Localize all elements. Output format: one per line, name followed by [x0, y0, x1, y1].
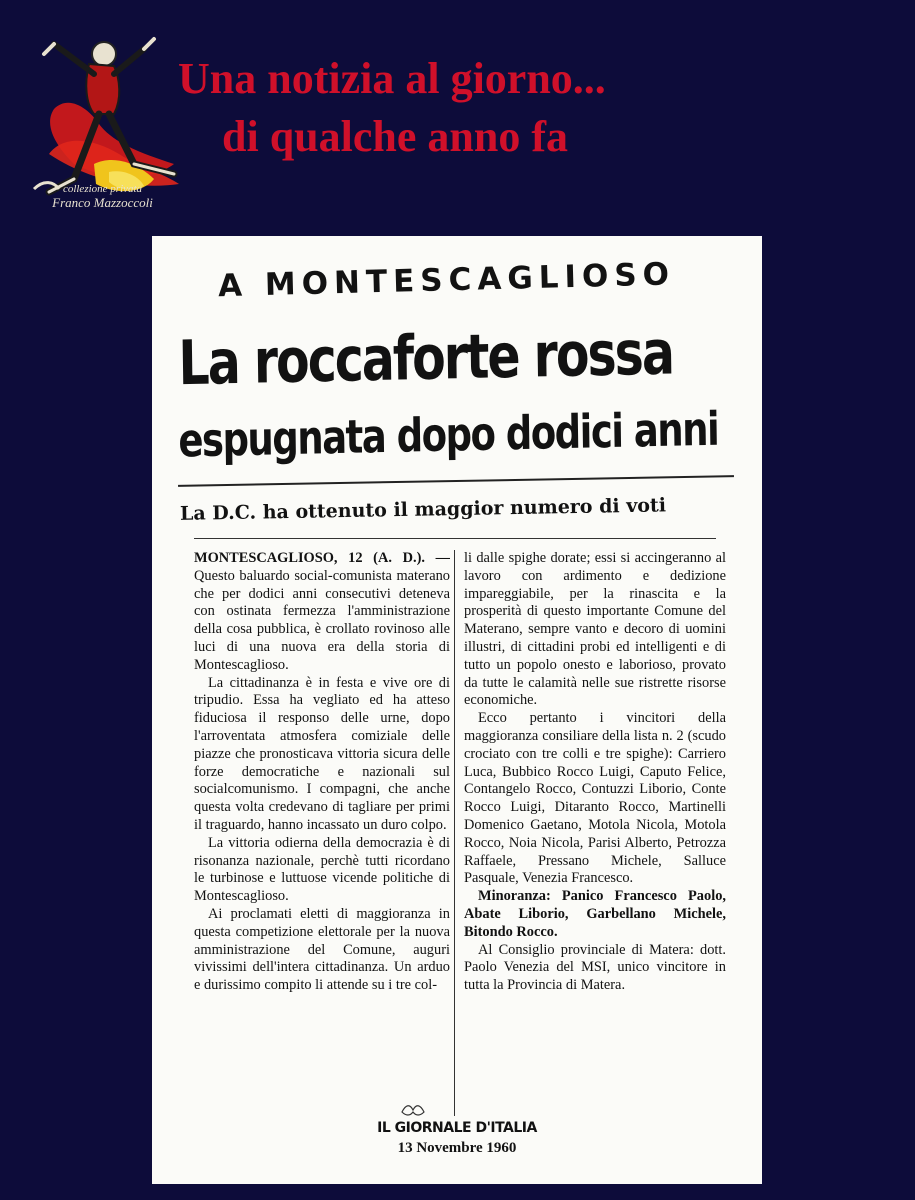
- article-title-line-1: La roccaforte rossa: [178, 317, 674, 400]
- article-kicker: A MONTESCAGLIOSO: [217, 256, 676, 305]
- newspaper-masthead: IL GIORNALE D'ITALIA: [377, 1120, 537, 1136]
- article-paragraph: li dalle spighe dorate; essi si accingeranno al lavoro con ardimento e dedizione impareggiabile, per la rinascita e la prosperità di questo importante Comune del Materano, sempre vanto e decoro di uomini illustri, di cittadini probi ed intelligenti e di tutto un popolo onesto e laborioso, provato da tutte le calamità nelle sue ristrette risorse economiche.: [464, 550, 726, 709]
- article-paragraph: Ecco pertanto i vincitori della maggioranza consiliare della lista n. 2 (scudo crociato con tre colli e tre spighe): Carriero Luca, Bubbico Rocco Luigi, Caputo Felice, Contangelo Rocco, Contuzzi Liborio, Conte Rocco Luigi, Ditaranto Rocco, Martinelli Domenico Gaetano, Motola Nicola, Motola Rocco, Noia Nicola, Parisi Alberto, Petrozza Raffaele, Pressano Michele, Salluce Pasquale, Venezia Francesco.: [464, 710, 726, 887]
- article-paragraph: Minoranza: Panico Francesco Paolo, Abate Liborio, Garbellano Michele, Bitondo Rocco.: [464, 888, 726, 940]
- article-column-right: [464, 550, 726, 1120]
- subtitle-rule: [194, 538, 716, 539]
- newspaper-clipping: [152, 236, 762, 1184]
- article-paragraph: La cittadinanza è in festa e vive ore di tripudio. Essa ha vegliato ed ha atteso fiduciosa il responso delle urne, dopo l'arroventata atmosfera comiziale delle piazze che pronosticava vittoria sicura delle forze democratiche e nazionali sul socialcomunismo. I compagni, che anche questa volta credevano di tagliare per primi il traguardo, hanno incassato un duro colpo.: [194, 674, 450, 833]
- banner-line-2: di qualche anno fa: [222, 112, 568, 161]
- logo-caption-line1: collezione privata: [62, 183, 143, 195]
- article-paragraph: [194, 550, 450, 675]
- column-divider: [454, 550, 455, 1116]
- title-rule: [178, 475, 734, 487]
- article-title-line-2: espugnata dopo dodici anni: [178, 402, 719, 468]
- article-dateline: MONTESCAGLIOSO, 12 (A. D.). —: [194, 550, 450, 566]
- article-paragraph: La vittoria odierna della democrazia è di risonanza nazionale, perchè tutti ricordano le turbinose e luttuose vicende politiche di Montescaglioso.: [194, 834, 450, 905]
- article-paragraph: Ai proclamati eletti di maggioranza in questa competizione elettorale per la nuova amministrazione del Comune, auguri vivissimi dell'intera cittadinanza. Un arduo e durissimo compito li attende su i tre col-: [194, 905, 450, 994]
- paragraph-text: Questo baluardo social-comunista materano che per dodici anni consecutivi deteneva con ostinata fermezza l'amministrazione della cosa pubblica, è crollato rovinoso alle luci di una nuova era della storia di Montescaglioso.: [194, 567, 450, 673]
- banner-title: [178, 50, 878, 166]
- masthead-ornament-icon: [400, 1102, 426, 1118]
- banner-line-1: Una notizia al giorno...: [178, 54, 606, 103]
- article-paragraph: Al Consiglio provinciale di Matera: dott. Paolo Venezia del MSI, unico vincitore in tutta la Provincia di Matera.: [464, 941, 726, 994]
- logo-signature: Franco Mazzoccoli: [52, 195, 153, 210]
- publication-date: 13 Novembre 1960: [397, 1140, 517, 1156]
- article-column-left: [194, 550, 450, 1120]
- article-subtitle: La D.C. ha ottenuto il maggior numero di voti: [179, 494, 667, 525]
- logo-caption: [20, 182, 185, 210]
